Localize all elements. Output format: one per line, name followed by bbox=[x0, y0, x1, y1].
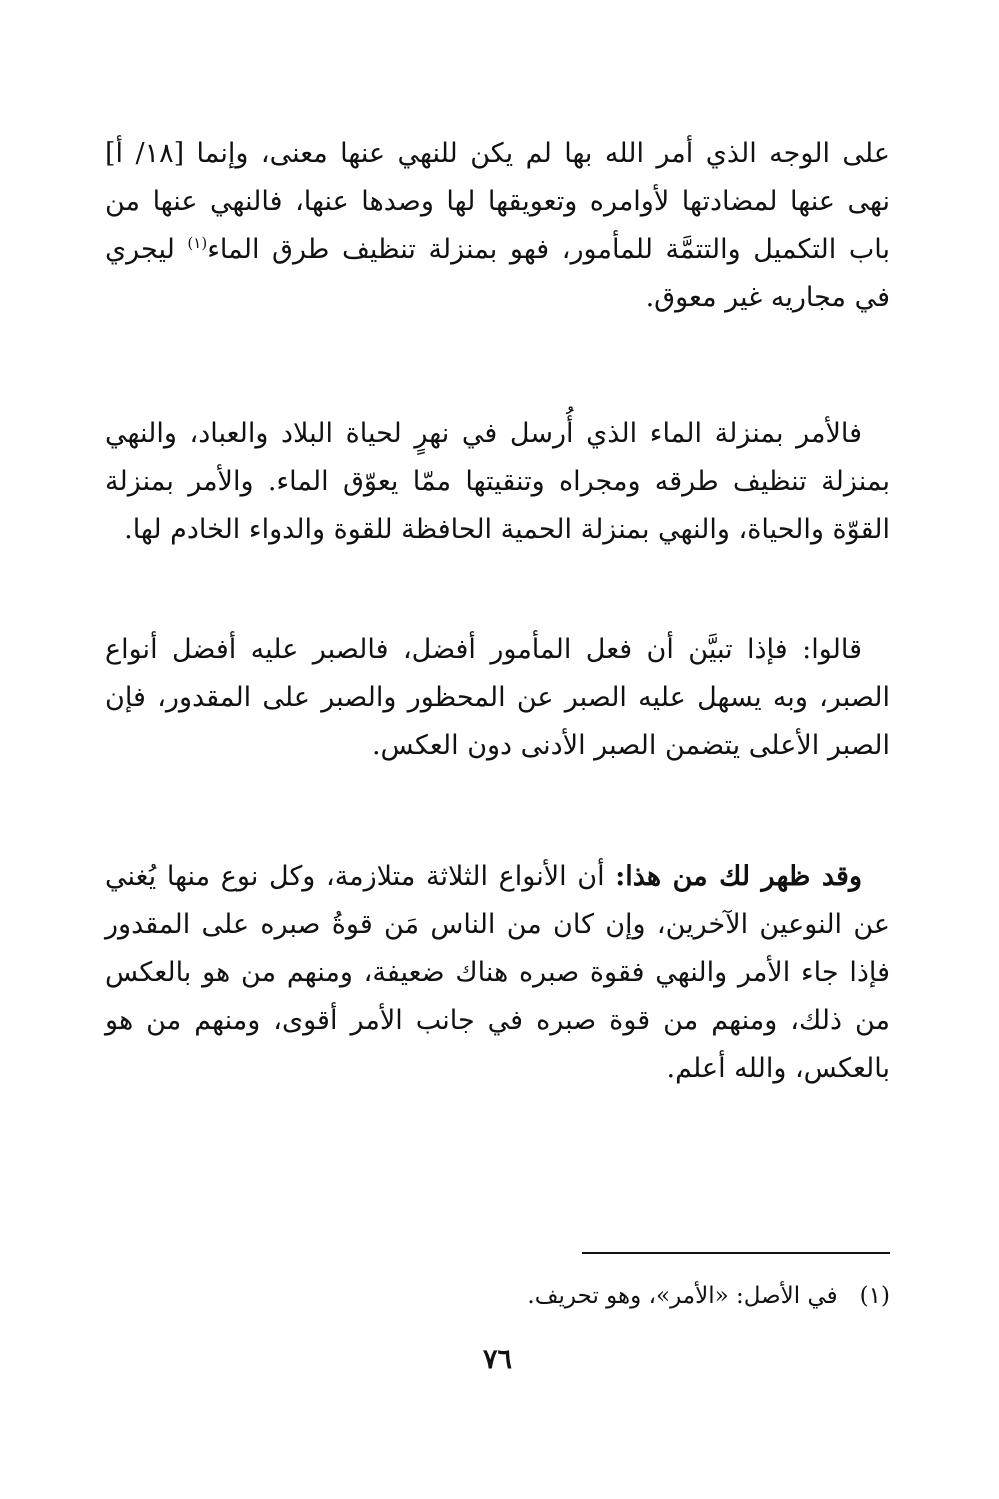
paragraph-3-text: قالوا: فإذا تبيَّن أن فعل المأمور أفضل، فالصبر عليه أفضل أنواع الصبر، وبه يسهل عليه الصبر عن المحظور والصبر على المقدور، فإن الصبر الأعلى يتضمن الصبر الأدنى دون العكس. bbox=[105, 634, 890, 761]
paragraph-4 bbox=[105, 853, 890, 1093]
book-page bbox=[105, 118, 890, 1478]
paragraph-1 bbox=[105, 130, 890, 322]
page-number: ٧٦ bbox=[482, 1344, 512, 1375]
paragraph-3 bbox=[105, 626, 890, 770]
paragraph-2-text: فالأمر بمنزلة الماء الذي أُرسل في نهرٍ لحياة البلاد والعباد، والنهي بمنزلة تنظيف طرقه ومجراه وتنقيتها ممّا يعوّق الماء. والأمر بمنزلة القوّة والحياة، والنهي بمنزلة الحمية الحافظة للقوة والدواء الخادم لها. bbox=[105, 418, 890, 545]
paragraph-1-text: على الوجه الذي أمر الله بها لم يكن للنهي عنها معنى، وإنما [١٨/ أ] نهى عنها لمضادتها لأوامره وتعويقها لها وصدها عنها، فالنهي عنها من باب التكميل والتتمَّة للمأمور، فهو بمنزلة تنظيف طرق الماء bbox=[105, 138, 890, 265]
footnote-text: في الأصل: «الأمر»، وهو تحريف. bbox=[527, 1283, 838, 1309]
paragraph-2 bbox=[105, 410, 890, 554]
footnote-separator bbox=[582, 1252, 890, 1254]
footnote-reference[interactable]: (١) bbox=[187, 234, 208, 252]
paragraph-1-tail: ليجري في مجاريه غير معوق. bbox=[105, 234, 890, 313]
paragraph-4-text: أن الأنواع الثلاثة متلازمة، وكل نوع منها يُغني عن النوعين الآخرين، وإن كان من الناس مَن قوةُ صبره على المقدور فإذا جاء الأمر والنهي فقوة صبره هناك ضعيفة، ومنهم من هو بالعكس من ذلك، ومنهم من قوة صبره في جانب الأمر أقوى، ومنهم من هو بالعكس، والله أعلم. bbox=[105, 861, 890, 1084]
footnote-number: (١) bbox=[859, 1283, 890, 1309]
paragraph-4-lead: وقد ظهر لك من هذا: bbox=[615, 861, 862, 892]
footnote bbox=[105, 1278, 890, 1314]
